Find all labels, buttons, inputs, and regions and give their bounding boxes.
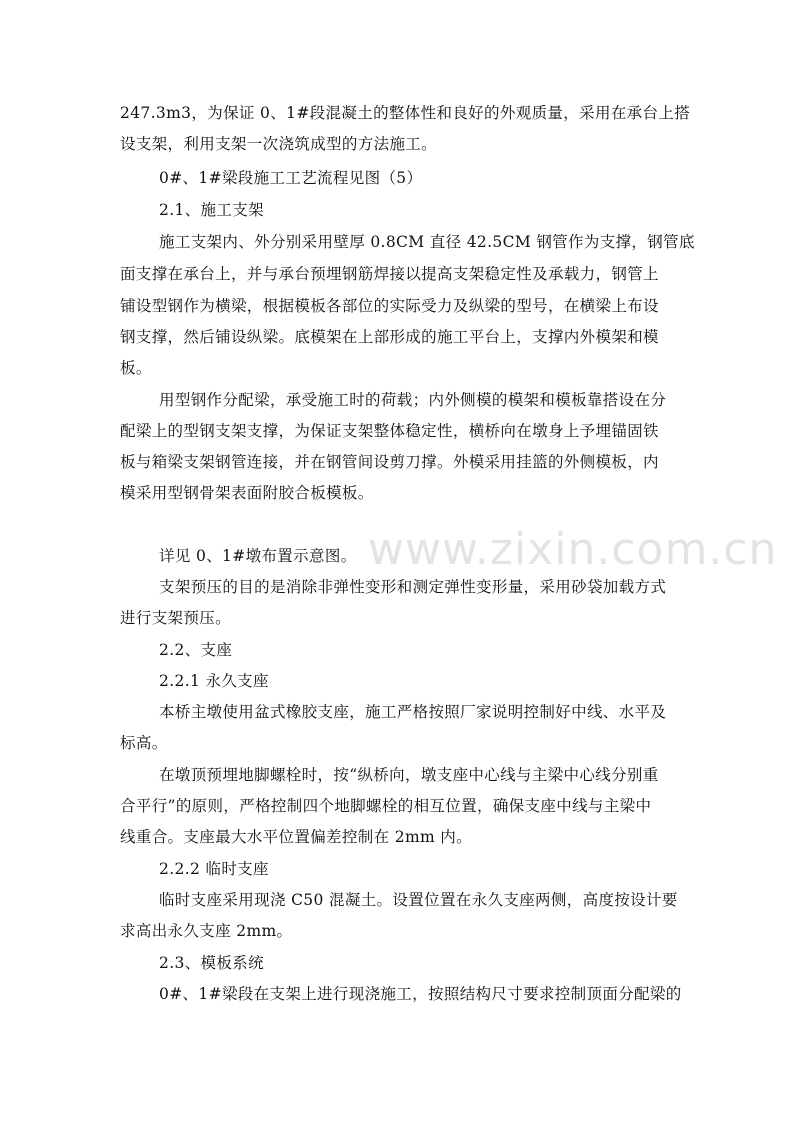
paragraph-line: 进行支架预压。	[120, 609, 231, 627]
paragraph-line: 用型钢作分配梁，承受施工时的荷载；内外侧模的模架和模板靠搭设在分	[159, 391, 667, 409]
paragraph-line: 本桥主墩使用盆式橡胶支座，施工严格按照厂家说明控制好中线、水平及	[159, 703, 667, 721]
paragraph-line: 在墩顶预埋地脚螺栓时，按“纵桥向，墩支座中心线与主梁中心线分别重	[159, 766, 659, 784]
subsection-heading: 2.2.1 永久支座	[159, 672, 269, 690]
paragraph-line: 标高。	[120, 734, 168, 752]
paragraph-line: 板。	[120, 359, 152, 377]
paragraph-line: 模采用型钢骨架表面附胶合板模板。	[120, 484, 374, 502]
paragraph-line: 支架预压的目的是消除非弹性变形和测定弹性变形量，采用砂袋加载方式	[159, 578, 667, 596]
paragraph-line: 247.3m3，为保证 0、1#段混凝土的整体性和良好的外观质量，采用在承台上搭	[120, 104, 691, 122]
paragraph-line: 设支架，利用支架一次浇筑成型的方法施工。	[120, 135, 438, 153]
paragraph-line: 面支撑在承台上，并与承台预埋钢筋焊接以提高支架稳定性及承载力，钢管上	[120, 265, 659, 283]
paragraph-line: 施工支架内、外分别采用壁厚 0.8CM 直径 42.5CM 钢管作为支撑，钢管底	[159, 233, 695, 251]
paragraph-line: 0#、1#梁段在支架上进行现浇施工，按照结构尺寸要求控制顶面分配梁的	[159, 985, 682, 1003]
section-heading: 2.2、支座	[159, 641, 233, 659]
paragraph-line: 求高出永久支座 2mm。	[120, 922, 293, 940]
paragraph-line: 配梁上的型钢支架支撑，为保证支架整体稳定性，横桥向在墩身上予埋锚固铁	[120, 422, 659, 440]
paragraph-line: 钢支撑，然后铺设纵梁。底模架在上部形成的施工平台上，支撑内外模架和模	[120, 328, 659, 346]
paragraph-line: 临时支座采用现浇 C50 混凝土。设置位置在永久支座两侧，高度按设计要	[159, 891, 678, 909]
paragraph-line: 板与箱梁支架钢管连接，并在钢管间设剪刀撑。外模采用挂篮的外侧模板，内	[120, 453, 659, 471]
section-heading: 2.1、施工支架	[159, 201, 264, 219]
paragraph-line: 详见 0、1#墩布置示意图。	[159, 547, 357, 565]
section-heading: 2.3、模板系统	[159, 954, 264, 972]
watermark: www.zixin.com.cn	[368, 524, 778, 575]
paragraph-line: 铺设型钢作为横梁，根据模板各部位的实际受力及纵梁的型号，在横梁上布设	[120, 297, 659, 315]
paragraph-line: 线重合。支座最大水平位置偏差控制在 2mm 内。	[120, 828, 473, 846]
paragraph-line: 合平行”的原则，严格控制四个地脚螺栓的相互位置，确保支座中线与主梁中	[120, 797, 652, 815]
paragraph-line: 0#、1#梁段施工工艺流程见图（5）	[159, 169, 423, 187]
subsection-heading: 2.2.2 临时支座	[159, 860, 269, 878]
